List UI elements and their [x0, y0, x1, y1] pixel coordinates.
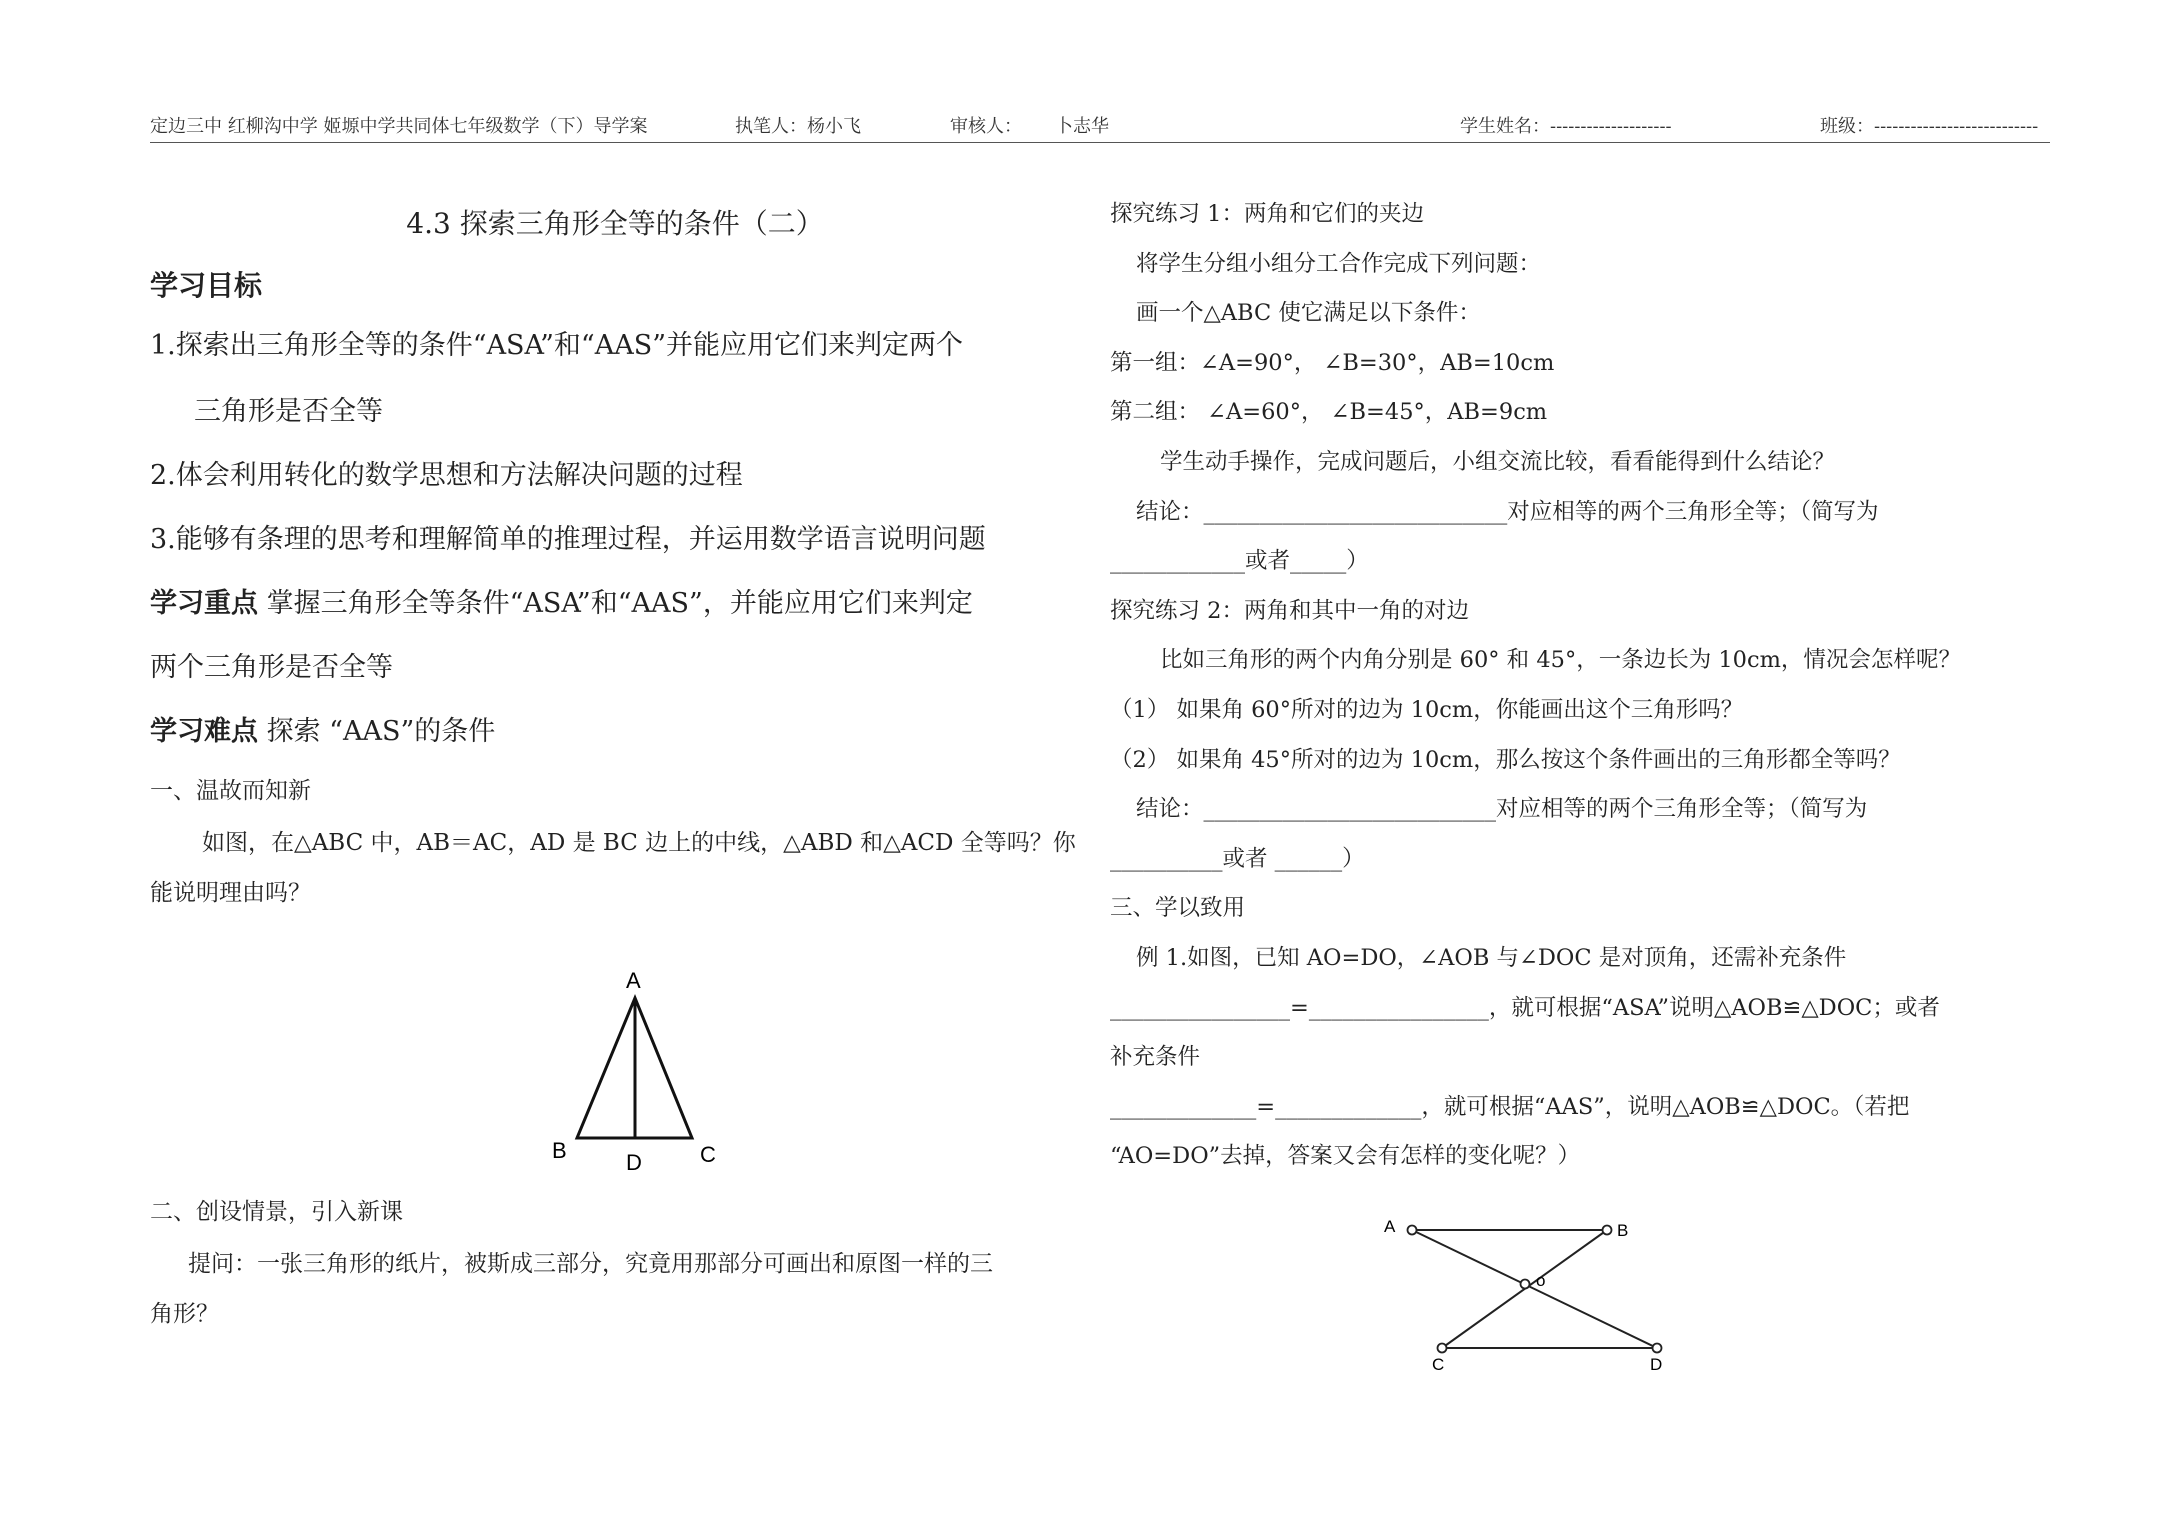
- example-1-line-5: “AO=DO”去掉，答案又会有怎样的变化呢？）: [1110, 1143, 1581, 1170]
- example-1-line-2: ________________=________________，就可根据“ASA”说明△AOB≌△DOC；或者: [1110, 994, 1940, 1021]
- key-point-cont: 两个三角形是否全等: [150, 652, 393, 683]
- exercise-1-line-5: 学生动手操作，完成问题后，小组交流比较，看看能得到什么结论？: [1160, 448, 1836, 475]
- exercise-2-q2: （2） 如果角 45°所对的边为 10cm，那么按这个条件画出的三角形都全等吗？: [1110, 746, 1901, 773]
- exercise-2-shorthand: __________或者 ______）: [1110, 845, 1365, 872]
- difficulty-text: 探索 “AAS”的条件: [258, 716, 496, 747]
- section-1-heading: 一、温故而知新: [150, 778, 311, 804]
- goal-2: 2.体会利用转化的数学思想和方法解决问题的过程: [150, 460, 743, 491]
- goals-heading: 学习目标: [150, 269, 263, 302]
- section-3-heading: 三、学以致用: [1110, 895, 1246, 922]
- point-a: [1408, 1226, 1417, 1235]
- section-1-text-1: 如图，在△ABC 中，AB＝AC，AD 是 BC 边上的中线，△ABD 和△ACD 全等吗？你: [202, 830, 1076, 856]
- page-header: [150, 112, 2050, 143]
- class-field: 班级：---------------------------: [1820, 116, 2039, 137]
- section-1-text-2: 能说明理由吗？: [150, 880, 311, 906]
- label-b: B: [552, 1138, 567, 1163]
- author-label: 执笔人：杨小飞: [735, 116, 861, 137]
- goal-1-line-1: 1.探索出三角形全等的条件“ASA”和“AAS”并能应用它们来判定两个: [150, 330, 963, 361]
- exercise-1-conclusion: 结论：___________________________对应相等的两个三角形全等；（简写为: [1136, 498, 1879, 525]
- label-d: D: [626, 1150, 642, 1175]
- segment-ad: [1412, 1230, 1657, 1348]
- example-1-line-1: 例 1.如图，已知 AO=DO，∠AOB 与∠DOC 是对顶角，还需补充条件: [1136, 944, 1847, 971]
- key-point-text: 掌握三角形全等条件“ASA”和“AAS”，并能应用它们来判定: [258, 588, 973, 619]
- key-point-label: 学习重点: [150, 588, 258, 619]
- page-title: 4.3 探索三角形全等的条件（二）: [406, 207, 824, 240]
- exercise-2-conclusion: 结论：__________________________对应相等的两个三角形全等；（简写为: [1136, 796, 1868, 823]
- left-column-bottom: [150, 1185, 1080, 1339]
- point-o: [1521, 1280, 1530, 1289]
- goal-1-line-2: 三角形是否全等: [194, 396, 383, 427]
- exercise-2-q1: （1） 如果角 60°所对的边为 10cm，你能画出这个三角形吗？: [1110, 696, 1744, 723]
- exercise-1-group-1: 第一组：∠A=90°， ∠B=30°，AB=10cm: [1110, 349, 1555, 376]
- exercise-2-line-1: 比如三角形的两个内角分别是 60° 和 45°，一条边长为 10cm，情况会怎样呢？: [1160, 647, 1961, 674]
- vertical-angles-figure: [1370, 1210, 1690, 1380]
- exercise-1-line-2: 画一个△ABC 使它满足以下条件：: [1136, 300, 1481, 327]
- exercise-1-group-2: 第二组： ∠A=60°， ∠B=45°，AB=9cm: [1110, 399, 1548, 426]
- label-o: o: [1536, 1271, 1546, 1290]
- goal-3: 3.能够有条理的思考和理解简单的推理过程，并运用数学语言说明问题: [150, 524, 986, 555]
- right-column: [1110, 190, 2030, 1182]
- section-2-text-1: 提问：一张三角形的纸片，被斯成三部分，究竟用那部分可画出和原图一样的三: [188, 1251, 993, 1277]
- label-c: C: [1432, 1355, 1445, 1374]
- section-2-text-2: 角形？: [150, 1301, 219, 1327]
- point-b: [1603, 1226, 1612, 1235]
- difficulty-label: 学习难点: [150, 716, 258, 747]
- exercise-2-title: 探究练习 2：两角和其中一角的对边: [1110, 597, 1469, 624]
- key-point: [150, 582, 1080, 626]
- label-a: A: [626, 968, 641, 993]
- label-c: C: [700, 1142, 716, 1167]
- point-d: [1653, 1344, 1662, 1353]
- point-c: [1438, 1344, 1447, 1353]
- example-1-line-4: _____________=_____________，就可根据“AAS”，说明△AOB≌△DOC。（若把: [1110, 1093, 1910, 1120]
- difficulty: [150, 710, 1080, 754]
- left-column: [150, 190, 1080, 918]
- exercise-1-line-1: 将学生分组小组分工合作完成下列问题：: [1136, 250, 1542, 277]
- label-a: A: [1384, 1217, 1396, 1236]
- section-2-heading: 二、创设情景，引入新课: [150, 1199, 403, 1225]
- reviewer-name: 卜志华: [1055, 116, 1109, 137]
- reviewer-label: 审核人：: [950, 116, 1022, 137]
- student-name-field: 学生姓名：--------------------: [1460, 116, 1672, 137]
- exercise-1-shorthand: ____________或者_____）: [1110, 548, 1369, 575]
- example-1-line-3: 补充条件: [1110, 1044, 1201, 1071]
- label-b: B: [1617, 1221, 1629, 1240]
- course-title: 定边三中 红柳沟中学 姬塬中学共同体七年级数学（下）导学案: [150, 116, 648, 137]
- triangle-figure: [540, 960, 740, 1180]
- label-d: D: [1650, 1355, 1663, 1374]
- exercise-1-title: 探究练习 1：两角和它们的夹边: [1110, 201, 1424, 227]
